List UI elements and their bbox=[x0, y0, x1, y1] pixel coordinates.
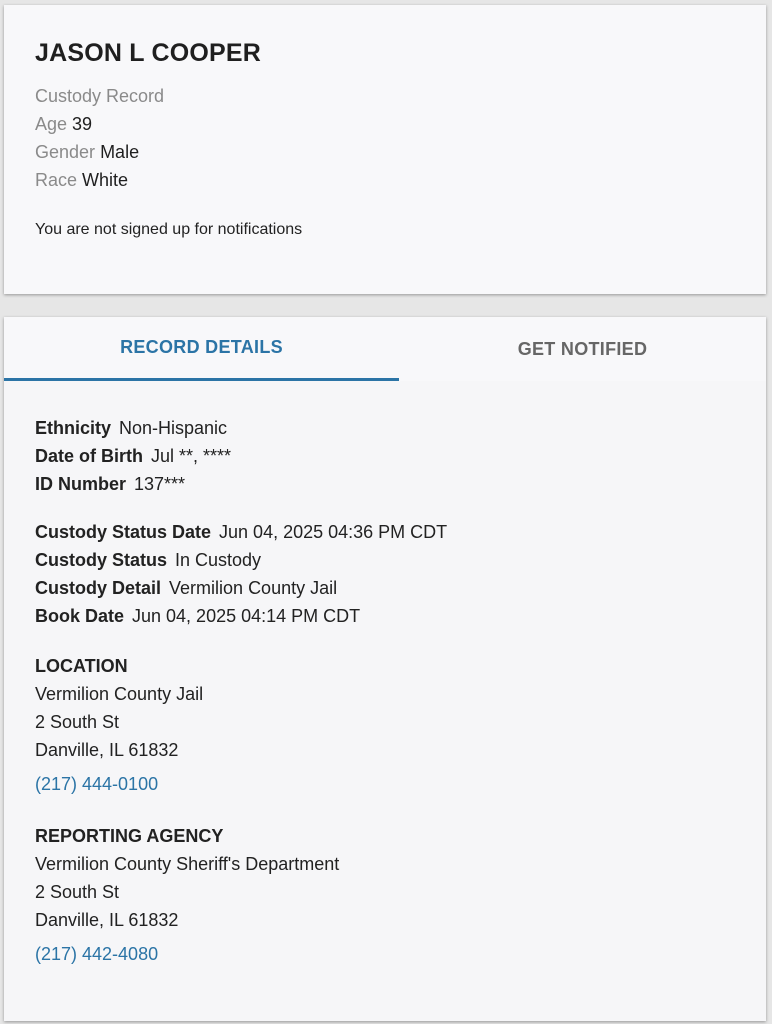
tab-bar bbox=[4, 317, 766, 381]
custody-status-date-label: Custody Status Date bbox=[35, 522, 212, 542]
agency-title: REPORTING AGENCY bbox=[35, 826, 224, 846]
race-row bbox=[35, 166, 735, 194]
book-date-row bbox=[35, 602, 735, 630]
ethnicity-label: Ethnicity bbox=[35, 418, 112, 438]
record-type: Custody Record bbox=[35, 86, 165, 106]
agency-street: 2 South St bbox=[35, 882, 120, 902]
gender-row bbox=[35, 138, 735, 166]
custody-detail-value: Vermilion County Jail bbox=[169, 578, 338, 598]
dob-value: Jul **, **** bbox=[151, 446, 232, 466]
notification-status: You are not signed up for notifications bbox=[35, 221, 303, 238]
identity-group bbox=[35, 414, 735, 498]
custody-detail-label: Custody Detail bbox=[35, 578, 162, 598]
tab-record-details[interactable]: RECORD DETAILS bbox=[4, 317, 399, 381]
custody-group bbox=[35, 518, 735, 630]
person-summary-card bbox=[4, 5, 766, 294]
record-card bbox=[4, 317, 766, 1021]
ethnicity-value: Non-Hispanic bbox=[119, 418, 228, 438]
custody-status-label: Custody Status bbox=[35, 550, 168, 570]
record-details-panel bbox=[4, 381, 766, 1021]
book-date-label: Book Date bbox=[35, 606, 125, 626]
age-row bbox=[35, 110, 735, 138]
race-value: White bbox=[82, 170, 129, 190]
age-value: 39 bbox=[72, 114, 93, 134]
agency-section bbox=[35, 822, 735, 968]
agency-phone-link[interactable]: (217) 442-4080 bbox=[35, 944, 159, 964]
custody-detail-row bbox=[35, 574, 735, 602]
race-label: Race bbox=[35, 170, 78, 190]
book-date-value: Jun 04, 2025 04:14 PM CDT bbox=[132, 606, 361, 626]
age-label: Age bbox=[35, 114, 68, 134]
location-name: Vermilion County Jail bbox=[35, 684, 204, 704]
location-phone-link[interactable]: (217) 444-0100 bbox=[35, 774, 159, 794]
tab-get-notified[interactable]: GET NOTIFIED bbox=[517, 338, 648, 359]
custody-status-date-row bbox=[35, 518, 735, 546]
gender-value: Male bbox=[100, 142, 140, 162]
location-section bbox=[35, 652, 735, 798]
id-row bbox=[35, 470, 735, 498]
dob-row bbox=[35, 442, 735, 470]
location-city: Danville, IL 61832 bbox=[35, 740, 179, 760]
id-value: 137*** bbox=[134, 474, 186, 494]
custody-status-value: In Custody bbox=[175, 550, 262, 570]
agency-name: Vermilion County Sheriff's Department bbox=[35, 854, 340, 874]
agency-city: Danville, IL 61832 bbox=[35, 910, 179, 930]
person-name: JASON L COOPER bbox=[35, 39, 261, 67]
custody-status-row bbox=[35, 546, 735, 574]
ethnicity-row bbox=[35, 414, 735, 442]
custody-status-date-value: Jun 04, 2025 04:36 PM CDT bbox=[219, 522, 448, 542]
id-label: ID Number bbox=[35, 474, 127, 494]
gender-label: Gender bbox=[35, 142, 96, 162]
location-street: 2 South St bbox=[35, 712, 120, 732]
location-title: LOCATION bbox=[35, 656, 128, 676]
dob-label: Date of Birth bbox=[35, 446, 143, 466]
